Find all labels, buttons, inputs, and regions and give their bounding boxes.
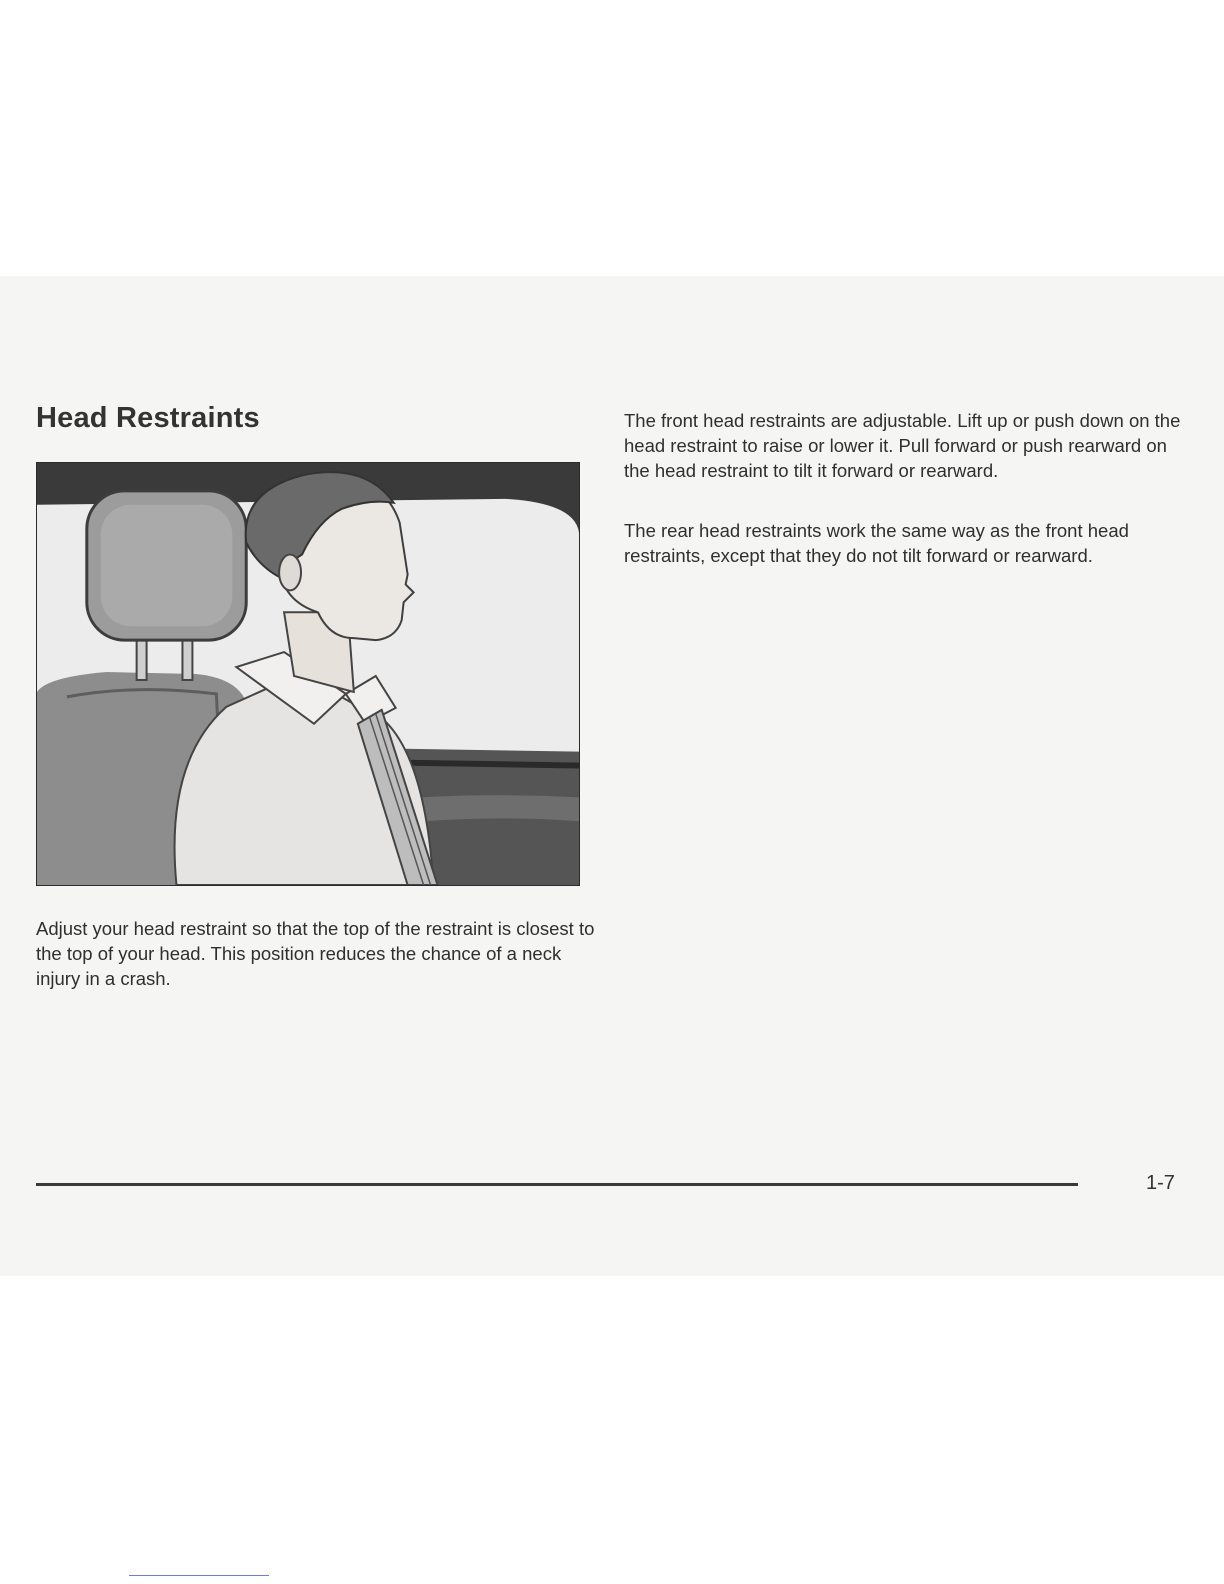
front-restraint-paragraph: The front head restraints are adjustable. Lift up or push down on the head restraint to raise or lower it. Pull forward or push rearward on the head restraint to tilt it forward or rearward.	[624, 410, 1181, 481]
section-title: Head Restraints	[36, 402, 260, 434]
figure-caption: Adjust your head restraint so that the top of the restraint is closest to the top of your head. This position reduces the chance of a neck injury in a crash.	[36, 918, 595, 989]
driver-head-restraint-illustration-icon	[37, 463, 579, 885]
page-number: 1-7	[1146, 1172, 1175, 1194]
rear-restraint-paragraph: The rear head restraints work the same way as the front head restraints, except that they do not tilt forward or rearward.	[624, 520, 1129, 566]
footer-rule	[36, 1183, 1078, 1186]
stray-underline	[129, 1575, 269, 1576]
head-restraint-illustration	[36, 462, 580, 886]
